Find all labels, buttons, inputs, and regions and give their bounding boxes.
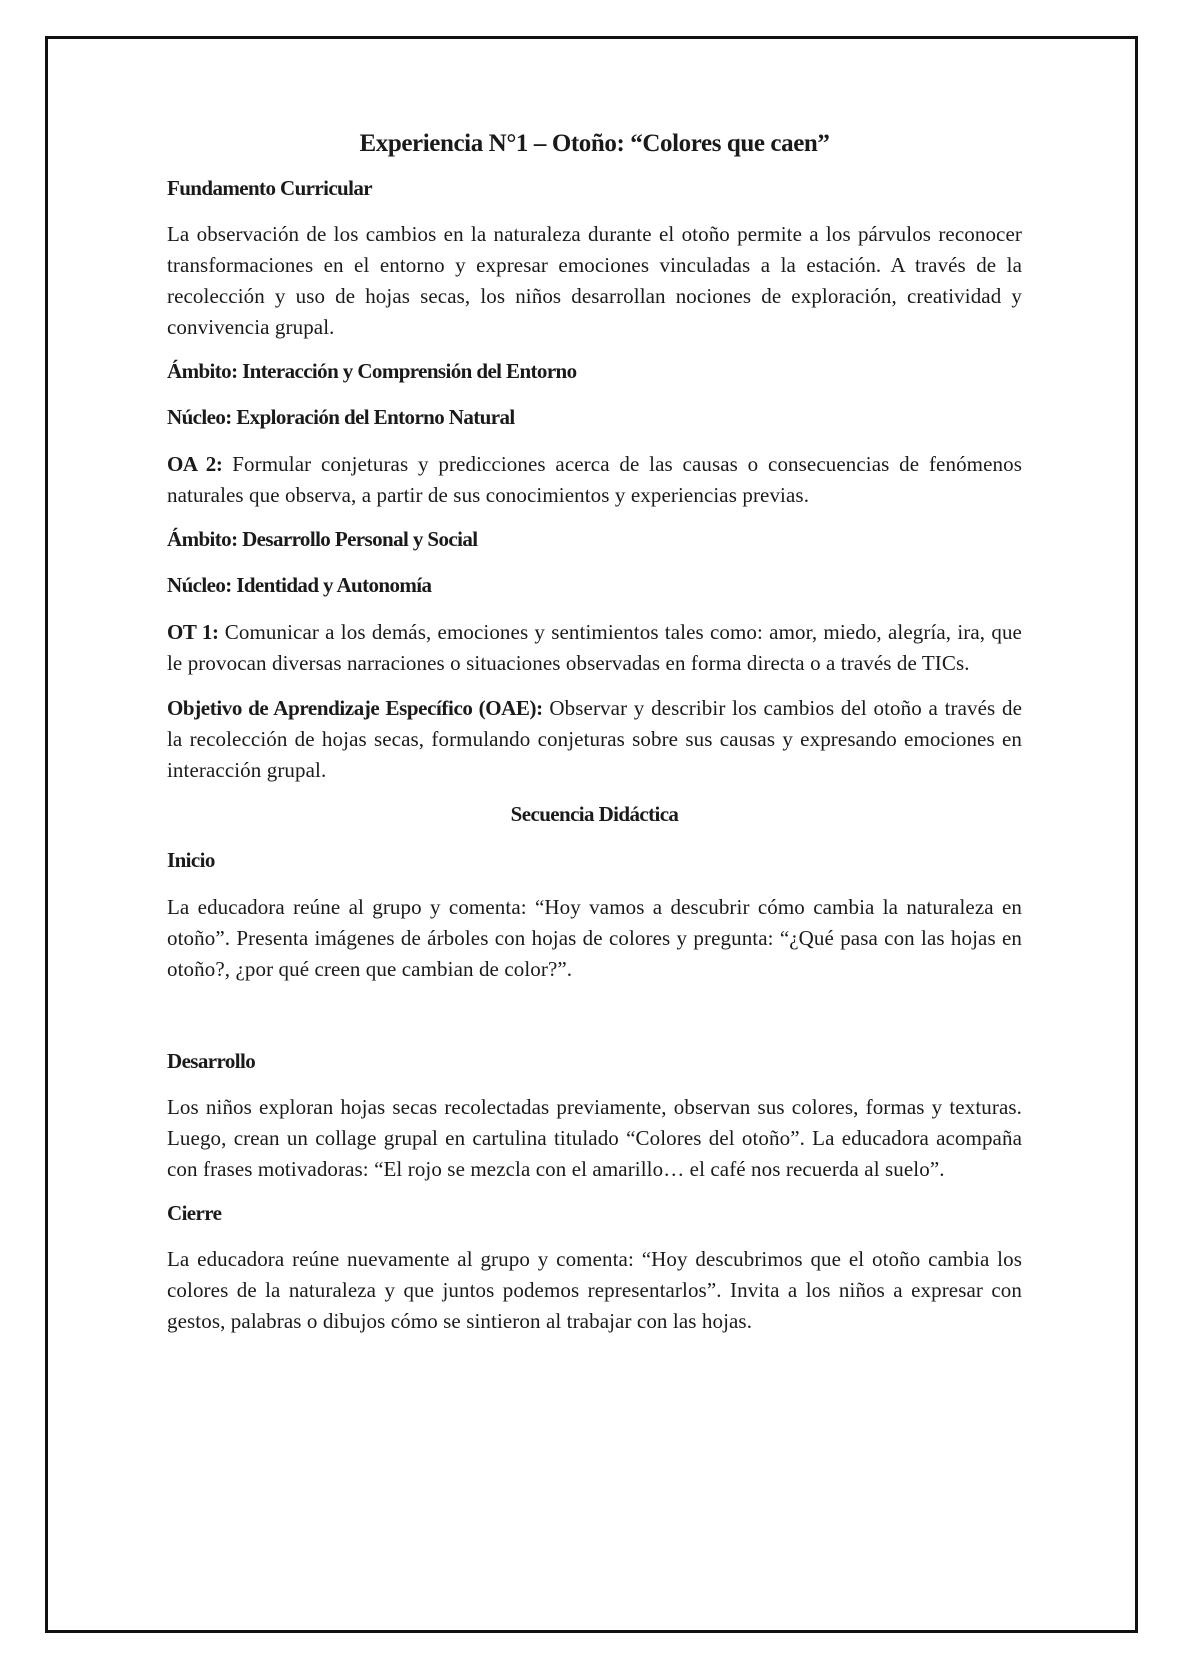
nucleo-1-heading: Núcleo: Exploración del Entorno Natural	[167, 405, 515, 429]
oae-text: Observar y describir los cambios del otoño a través de la recolección de hojas secas, formulando conjeturas sobre sus causas y expresando emociones en interacción grupal.	[167, 696, 1022, 782]
oa2-label: OA 2:	[167, 452, 223, 476]
desarrollo-text: Los niños exploran hojas secas recolectadas previamente, observan sus colores, formas y texturas. Luego, crean un collage grupal en cartulina titulado “Colores del otoño”. La educadora acompaña con frases motivadoras: “El rojo se mezcla con el amarillo… el café nos recuerda al suelo”.	[167, 1095, 1022, 1181]
fundamento-text: La observación de los cambios en la naturaleza durante el otoño permite a los párvulos reconocer transformaciones en el entorno y expresar emociones vinculadas a la estación. A través de la recolección y uso de hojas secas, los niños desarrollan nociones de exploración, creatividad y convivencia grupal.	[167, 222, 1022, 339]
secuencia-heading: Secuencia Didáctica	[510, 802, 679, 826]
ot1-text: Comunicar a los demás, emociones y sentimientos tales como: amor, miedo, alegría, ira, que le provocan diversas narraciones o situaciones observadas en forma directa o a través de TICs.	[167, 620, 1022, 675]
oa2-text: Formular conjeturas y predicciones acerca de las causas o consecuencias de fenómenos naturales que observa, a partir de sus conocimientos y experiencias previas.	[167, 452, 1022, 507]
document-body	[167, 128, 1022, 1337]
oae-paragraph	[167, 693, 1022, 786]
oa2-paragraph	[167, 449, 1022, 511]
inicio-heading: Inicio	[167, 848, 215, 872]
nucleo-2-heading: Núcleo: Identidad y Autonomía	[167, 573, 432, 597]
ot1-paragraph	[167, 617, 1022, 679]
cierre-heading: Cierre	[167, 1201, 222, 1225]
ot1-label: OT 1:	[167, 620, 219, 644]
fundamento-heading: Fundamento Curricular	[167, 176, 372, 200]
inicio-text: La educadora reúne al grupo y comenta: “Hoy vamos a descubrir cómo cambia la naturaleza en otoño”. Presenta imágenes de árboles con hojas de colores y pregunta: “¿Qué pasa con las hojas en otoño?, ¿por qué creen que cambian de color?”.	[167, 895, 1022, 981]
document-title: Experiencia N°1 – Otoño: “Colores que caen”	[359, 130, 830, 157]
oae-label: Objetivo de Aprendizaje Específico (OAE):	[167, 696, 543, 720]
ambito-1-heading: Ámbito: Interacción y Comprensión del Entorno	[167, 359, 577, 383]
desarrollo-heading: Desarrollo	[167, 1049, 256, 1073]
ambito-2-heading: Ámbito: Desarrollo Personal y Social	[167, 527, 478, 551]
cierre-text: La educadora reúne nuevamente al grupo y comenta: “Hoy descubrimos que el otoño cambia los colores de la naturaleza y que juntos podemos representarlos”. Invita a los niños a expresar con gestos, palabras o dibujos cómo se sintieron al trabajar con las hojas.	[167, 1247, 1022, 1333]
